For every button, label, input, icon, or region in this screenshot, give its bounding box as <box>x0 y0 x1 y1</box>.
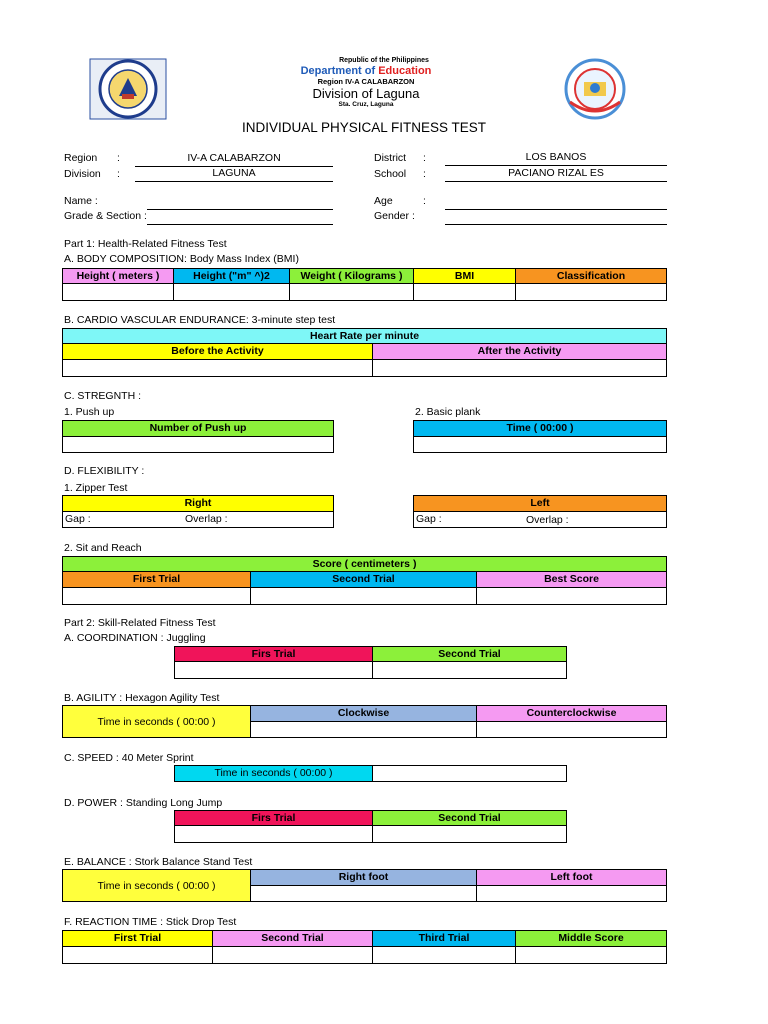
clockwise-header: Clockwise <box>250 705 477 722</box>
coordination-second-cell[interactable] <box>372 661 567 679</box>
sit-best-score-cell[interactable] <box>476 587 667 605</box>
plank-cell[interactable] <box>413 436 667 453</box>
sit-second-trial-cell[interactable] <box>250 587 477 605</box>
reaction-first-cell[interactable] <box>62 946 213 964</box>
grade-section-field[interactable] <box>147 211 333 225</box>
school-label: School <box>374 168 407 180</box>
sit-reach-title: 2. Sit and Reach <box>64 542 142 554</box>
right-foot-header: Right foot <box>250 869 477 886</box>
after-activity-cell[interactable] <box>372 359 667 377</box>
power-first-cell[interactable] <box>174 825 373 843</box>
pushup-cell[interactable] <box>62 436 334 453</box>
zipper-right-cell[interactable] <box>62 511 334 528</box>
after-activity-header: After the Activity <box>372 343 667 360</box>
district-field[interactable]: LOS BANOS <box>445 151 667 166</box>
division-colon: : <box>117 168 120 180</box>
age-label: Age <box>374 195 393 207</box>
reaction-title: F. REACTION TIME : Stick Drop Test <box>64 916 237 928</box>
power-title: D. POWER : Standing Long Jump <box>64 797 223 809</box>
bmi-header: BMI <box>413 268 516 284</box>
speed-time-cell[interactable] <box>372 765 567 782</box>
reaction-third-header: Third Trial <box>372 930 516 947</box>
reaction-middle-header: Middle Score <box>515 930 667 947</box>
weight-cell[interactable] <box>289 283 414 301</box>
coordination-first-header: Firs Trial <box>174 646 373 662</box>
gender-field[interactable] <box>445 211 667 225</box>
bmi-cell[interactable] <box>413 283 516 301</box>
district-label: District <box>374 152 407 164</box>
body-composition-title: A. BODY COMPOSITION: Body Mass Index (BMI) <box>64 253 299 265</box>
plank-header: Time ( 00:00 ) <box>413 420 667 437</box>
right-gap-label: Gap : <box>65 513 91 525</box>
before-activity-cell[interactable] <box>62 359 373 377</box>
sit-first-trial-cell[interactable] <box>62 587 251 605</box>
sit-first-trial-header: First Trial <box>62 571 251 588</box>
department-suffix: Education <box>378 65 432 77</box>
gender-label: Gender : <box>374 210 415 222</box>
before-activity-header: Before the Activity <box>62 343 373 360</box>
age-colon: : <box>423 195 426 207</box>
name-label: Name : <box>64 195 98 207</box>
department-prefix: Department of <box>300 65 379 77</box>
region-header-text: Region IV-A CALABARZON <box>317 77 415 86</box>
counterclockwise-header: Counterclockwise <box>476 705 667 722</box>
cardio-title: B. CARDIO VASCULAR ENDURANCE: 3-minute step test <box>64 314 336 326</box>
division-label: Division <box>64 168 101 180</box>
reaction-second-cell[interactable] <box>212 946 373 964</box>
region-field[interactable]: IV-A CALABARZON <box>135 152 333 167</box>
power-second-cell[interactable] <box>372 825 567 843</box>
sit-second-trial-header: Second Trial <box>250 571 477 588</box>
zipper-left-cell[interactable] <box>413 511 667 528</box>
weight-header: Weight ( Kilograms ) <box>289 268 414 284</box>
balance-time-label: Time in seconds ( 00:00 ) <box>62 869 251 902</box>
location-text: Sta. Cruz, Laguna <box>338 101 394 108</box>
district-colon: : <box>423 152 426 164</box>
division-field[interactable]: LAGUNA <box>135 167 333 182</box>
name-field[interactable] <box>147 196 333 210</box>
reaction-third-cell[interactable] <box>372 946 516 964</box>
power-second-header: Second Trial <box>372 810 567 826</box>
power-first-header: Firs Trial <box>174 810 373 826</box>
classification-header: Classification <box>515 268 667 284</box>
balance-title: E. BALANCE : Stork Balance Stand Test <box>64 856 253 868</box>
agility-title: B. AGILITY : Hexagon Agility Test <box>64 692 220 704</box>
zipper-right-header: Right <box>62 495 334 512</box>
clockwise-cell[interactable] <box>250 721 477 738</box>
flexibility-title: D. FLEXIBILITY : <box>64 465 145 477</box>
school-colon: : <box>423 168 426 180</box>
heart-rate-header: Heart Rate per minute <box>62 328 667 344</box>
region-label: Region <box>64 152 98 164</box>
pushup-title: 1. Push up <box>64 406 115 418</box>
strength-title: C. STREGNTH : <box>64 390 142 402</box>
part1-title: Part 1: Health-Related Fitness Test <box>64 238 227 250</box>
zipper-left-header: Left <box>413 495 667 512</box>
left-overlap-label: Overlap : <box>526 514 569 526</box>
reaction-second-header: Second Trial <box>212 930 373 947</box>
pushup-header: Number of Push up <box>62 420 334 437</box>
reaction-first-header: First Trial <box>62 930 213 947</box>
region-colon: : <box>117 152 120 164</box>
height-squared-header: Height ("m" ^)2 <box>173 268 290 284</box>
republic-text: Republic of the Philippines <box>339 57 429 64</box>
height-squared-cell[interactable] <box>173 283 290 301</box>
speed-title: C. SPEED : 40 Meter Sprint <box>64 752 194 764</box>
classification-cell[interactable] <box>515 283 667 301</box>
agility-time-label: Time in seconds ( 00:00 ) <box>62 705 251 738</box>
speed-time-label: Time in seconds ( 00:00 ) <box>174 765 373 782</box>
counterclockwise-cell[interactable] <box>476 721 667 738</box>
division-header-text: Division of Laguna <box>312 86 420 101</box>
right-foot-cell[interactable] <box>250 885 477 902</box>
left-foot-cell[interactable] <box>476 885 667 902</box>
score-cm-header: Score ( centimeters ) <box>62 556 667 572</box>
zipper-title: 1. Zipper Test <box>64 482 128 494</box>
coordination-second-header: Second Trial <box>372 646 567 662</box>
grade-section-label: Grade & Section : <box>64 210 147 222</box>
age-field[interactable] <box>445 196 667 210</box>
right-overlap-label: Overlap : <box>185 513 228 525</box>
sit-best-score-header: Best Score <box>476 571 667 588</box>
left-foot-header: Left foot <box>476 869 667 886</box>
plank-title: 2. Basic plank <box>415 406 481 418</box>
part2-title: Part 2: Skill-Related Fitness Test <box>64 617 216 629</box>
height-meters-header: Height ( meters ) <box>62 268 174 284</box>
coordination-title: A. COORDINATION : Juggling <box>64 632 206 644</box>
coordination-first-cell[interactable] <box>174 661 373 679</box>
left-gap-label: Gap : <box>416 513 442 525</box>
reaction-middle-cell[interactable] <box>515 946 667 964</box>
school-field[interactable]: PACIANO RIZAL ES <box>445 167 667 182</box>
height-meters-cell[interactable] <box>62 283 174 301</box>
page-title: INDIVIDUAL PHYSICAL FITNESS TEST <box>241 120 487 135</box>
